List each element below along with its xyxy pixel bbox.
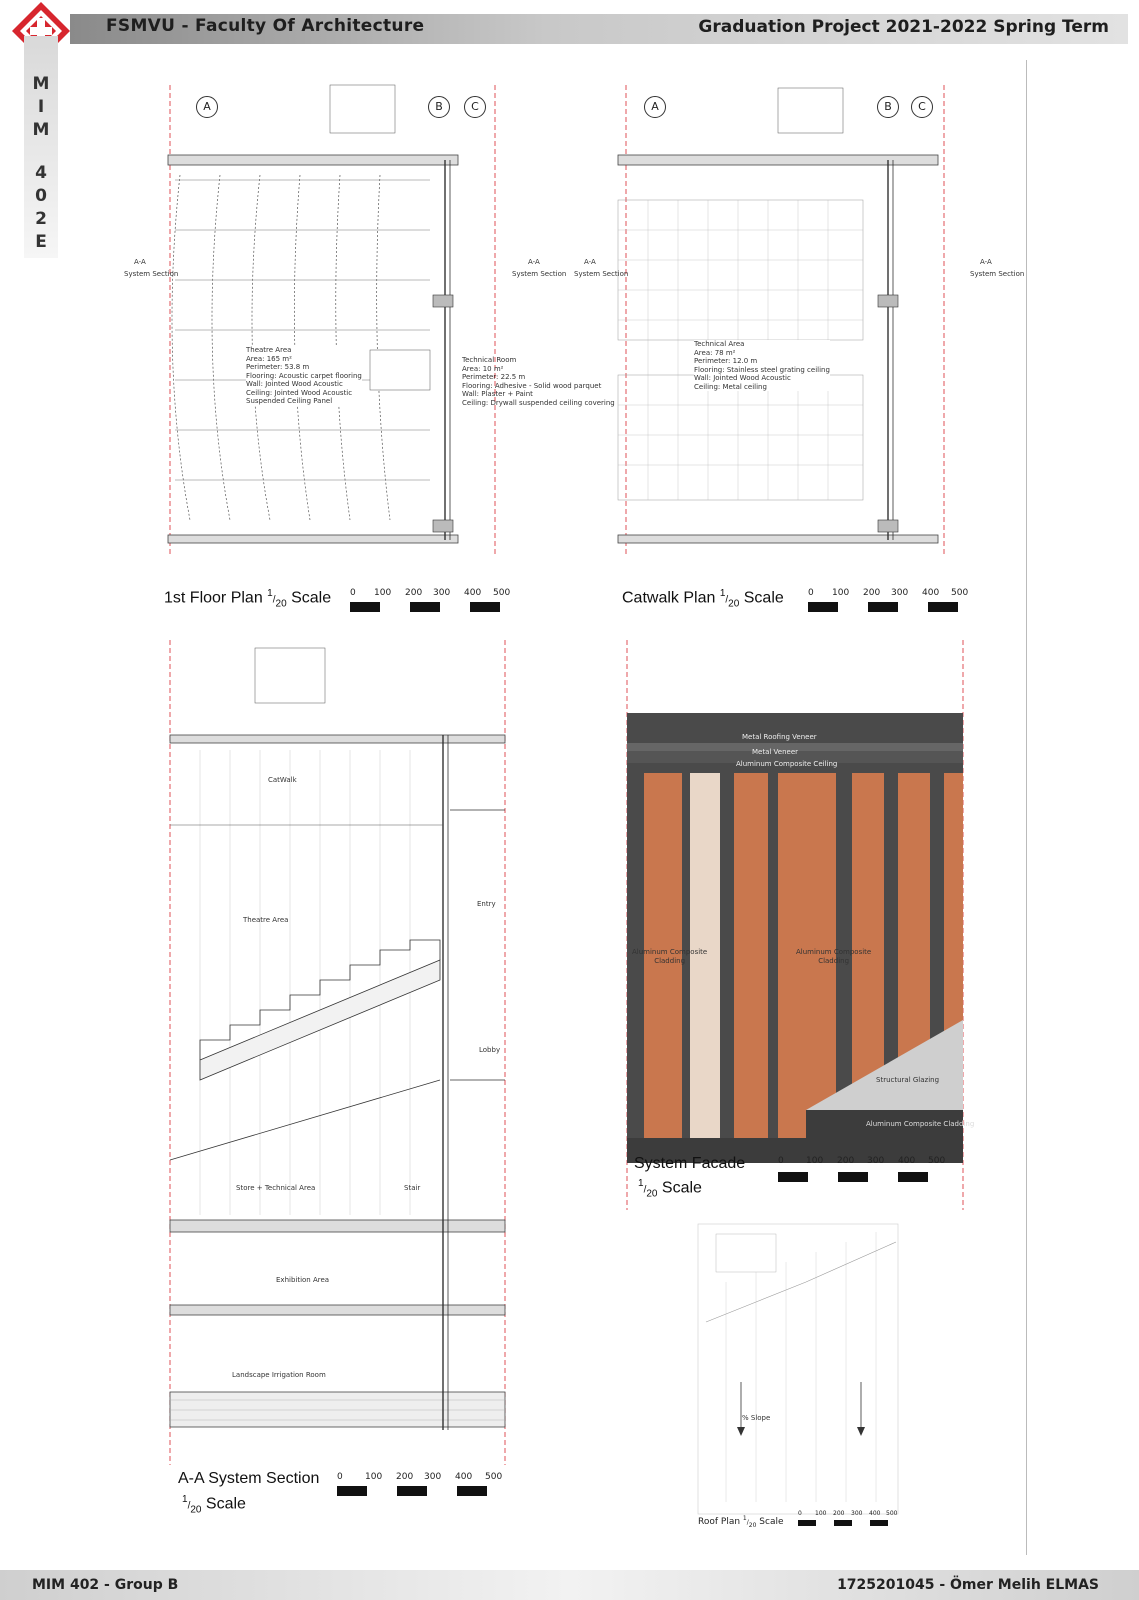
- scale-denominator: 20: [646, 1188, 658, 1200]
- label-stair: Stair: [404, 1184, 421, 1192]
- scale-tick: 300: [867, 1156, 885, 1166]
- technical-room-note: Technical Room Area: 10 m² Perimeter: 22.5 m Flooring: Adhesive - Solid wood parquet Wall: Plaster + Paint Ceiling: Drywall suspended ceiling covering: [462, 356, 615, 407]
- scale-segment: [838, 1172, 868, 1182]
- scale-bar: [798, 1512, 898, 1528]
- scale-tick: 400: [455, 1472, 473, 1482]
- scale-tick: 500: [493, 588, 511, 598]
- scale-numerator: 1: [742, 1515, 747, 1522]
- grid-axis-c: C: [911, 96, 933, 118]
- scale-segment: [350, 602, 380, 612]
- scale-tick: 100: [815, 1510, 827, 1517]
- header-faculty-title: FSMVU - Faculty Of Architecture: [106, 16, 425, 36]
- sheet-frame-line: [1026, 60, 1027, 1555]
- scale-tick: 400: [869, 1510, 881, 1517]
- scale-tick: 500: [951, 588, 969, 598]
- scale-bar: [350, 588, 511, 614]
- grid-axis-a: A: [196, 96, 218, 118]
- scale-numerator: 1: [267, 588, 273, 599]
- scale-bar: [808, 588, 969, 614]
- scale-denominator: 20: [728, 598, 740, 610]
- floor-plan-drawing: [150, 80, 510, 560]
- roof-plan-title: Roof Plan $^1/_{20}$ Scale: [698, 1515, 784, 1529]
- scale-tick: 200: [833, 1510, 845, 1517]
- section-title: A-A System Section: [178, 1470, 320, 1487]
- scale-word: Scale: [661, 1179, 702, 1197]
- label-theatre-area: Theatre Area: [243, 916, 289, 924]
- scale-numerator: 1: [719, 588, 726, 599]
- section-marker: A-A: [584, 258, 596, 266]
- section-marker-label: System Section: [124, 270, 179, 278]
- technical-area-note: Technical Area Area: 78 m² Perimeter: 12.0 m Flooring: Stainless steel grating ceiling Wall: Jointed Wood Acoustic Ceiling: Metal ceiling: [694, 340, 830, 391]
- grid-axis-c: C: [464, 96, 486, 118]
- side-code-char: M: [32, 74, 50, 94]
- section-marker-label: System Section: [512, 270, 567, 278]
- scale-segment: [397, 1486, 427, 1496]
- scale-numerator: 1: [182, 1494, 188, 1505]
- scale-tick: 100: [365, 1472, 383, 1482]
- system-section-drawing: [160, 640, 540, 1470]
- label-metal-veneer: Metal Veneer: [752, 748, 799, 756]
- header-project-title: Graduation Project 2021-2022 Spring Term: [698, 17, 1109, 37]
- scale-bar: [337, 1472, 503, 1498]
- scale-denominator: 20: [190, 1504, 202, 1516]
- floor-plan-title: 1st Floor Plan $^1/_{20}$ Scale: [164, 588, 332, 610]
- scale-numerator: 1: [638, 1178, 644, 1189]
- catwalk-plan-drawing: [608, 80, 953, 560]
- label-exhibition-area: Exhibition Area: [276, 1276, 330, 1284]
- grid-axis-b: B: [877, 96, 899, 118]
- side-code-char: 0: [35, 186, 47, 206]
- scale-tick: 200: [396, 1472, 414, 1482]
- label-metal-roofing: Metal Roofing Veneer: [742, 733, 817, 741]
- scale-tick: 0: [337, 1472, 343, 1482]
- scale-tick: 0: [808, 588, 814, 598]
- section-marker: A-A: [980, 258, 992, 266]
- scale-tick: 300: [424, 1472, 442, 1482]
- label-catwalk: CatWalk: [268, 776, 297, 784]
- scale-segment: [928, 602, 958, 612]
- scale-word: Scale: [291, 589, 332, 607]
- side-code-char: 4: [35, 163, 47, 183]
- scale-segment: [870, 1520, 888, 1526]
- scale-tick: 400: [898, 1156, 916, 1166]
- theatre-area-note: Theatre Area Area: 165 m² Perimeter: 53.8 m Flooring: Acoustic carpet flooring Wall: Jointed Wood Acoustic Ceiling: Jointed Wood Acoustic Suspended Ceiling Panel: [246, 346, 362, 405]
- section-marker: A-A: [134, 258, 146, 266]
- scale-tick: 300: [433, 588, 451, 598]
- scale-tick: 300: [891, 588, 909, 598]
- label-cladding-left: Aluminum Composite Cladding: [632, 948, 708, 965]
- label-aluminum-ceiling: Aluminum Composite Ceiling: [736, 760, 838, 768]
- roof-plan-drawing: [696, 1222, 906, 1522]
- roof-plan-title-text: Roof Plan: [698, 1517, 741, 1527]
- scale-tick: 300: [851, 1510, 863, 1517]
- facade-scale: $^1/_{20}$ Scale: [638, 1178, 702, 1200]
- section-marker-label: System Section: [970, 270, 1025, 278]
- scale-tick: 0: [778, 1156, 784, 1166]
- label-lobby: Lobby: [479, 1046, 501, 1054]
- grid-axis-b: B: [428, 96, 450, 118]
- side-code-char: 2: [35, 209, 47, 229]
- scale-tick: 0: [350, 588, 356, 598]
- side-code-char: M: [32, 120, 50, 140]
- scale-bar: [778, 1156, 946, 1182]
- scale-tick: 0: [798, 1510, 802, 1517]
- system-facade-drawing: [626, 640, 966, 1215]
- scale-word: Scale: [759, 1517, 784, 1527]
- scale-segment: [337, 1486, 367, 1496]
- scale-tick: 400: [464, 588, 482, 598]
- scale-tick: 200: [863, 588, 881, 598]
- scale-tick: 100: [374, 588, 392, 598]
- label-roof-slope: % Slope: [742, 1414, 771, 1422]
- section-marker-label: System Section: [574, 270, 629, 278]
- scale-tick: 500: [485, 1472, 503, 1482]
- scale-segment: [778, 1172, 808, 1182]
- scale-tick: 500: [886, 1510, 898, 1517]
- label-cladding-center: Aluminum Composite Cladding: [796, 948, 872, 965]
- scale-word: Scale: [743, 589, 784, 607]
- scale-segment: [798, 1520, 816, 1526]
- grid-axis-a: A: [644, 96, 666, 118]
- label-landscape-room: Landscape Irrigation Room: [232, 1371, 326, 1379]
- catwalk-plan-title-text: Catwalk Plan: [622, 589, 716, 607]
- label-structural-glazing: Structural Glazing: [876, 1076, 940, 1084]
- scale-tick: 100: [832, 588, 850, 598]
- scale-word: Scale: [205, 1495, 246, 1513]
- scale-segment: [834, 1520, 852, 1526]
- section-marker: A-A: [528, 258, 540, 266]
- scale-tick: 200: [405, 588, 423, 598]
- scale-tick: 200: [837, 1156, 855, 1166]
- scale-tick: 400: [922, 588, 940, 598]
- floor-plan-title-text: 1st Floor Plan: [164, 589, 263, 607]
- footer-course-group: MIM 402 - Group B: [32, 1577, 179, 1593]
- scale-segment: [898, 1172, 928, 1182]
- side-code-char: E: [35, 232, 47, 252]
- label-storage-area: Store + Technical Area: [236, 1184, 316, 1192]
- footer-student-id: 1725201045 - Ömer Melih ELMAS: [837, 1577, 1099, 1593]
- scale-tick: 100: [806, 1156, 824, 1166]
- scale-segment: [868, 602, 898, 612]
- scale-segment: [470, 602, 500, 612]
- scale-denominator: 20: [748, 1521, 757, 1529]
- scale-segment: [410, 602, 440, 612]
- label-base-cladding: Aluminum Composite Cladding: [866, 1120, 975, 1128]
- scale-segment: [808, 602, 838, 612]
- facade-title: System Facade: [634, 1155, 746, 1172]
- label-entry: Entry: [477, 900, 496, 908]
- scale-denominator: 20: [275, 598, 287, 610]
- side-code-char: I: [37, 97, 45, 117]
- catwalk-plan-title: Catwalk Plan $^1/_{20}$ Scale: [622, 588, 784, 610]
- scale-segment: [457, 1486, 487, 1496]
- scale-tick: 500: [928, 1156, 946, 1166]
- section-scale: $^1/_{20}$ Scale: [182, 1494, 246, 1516]
